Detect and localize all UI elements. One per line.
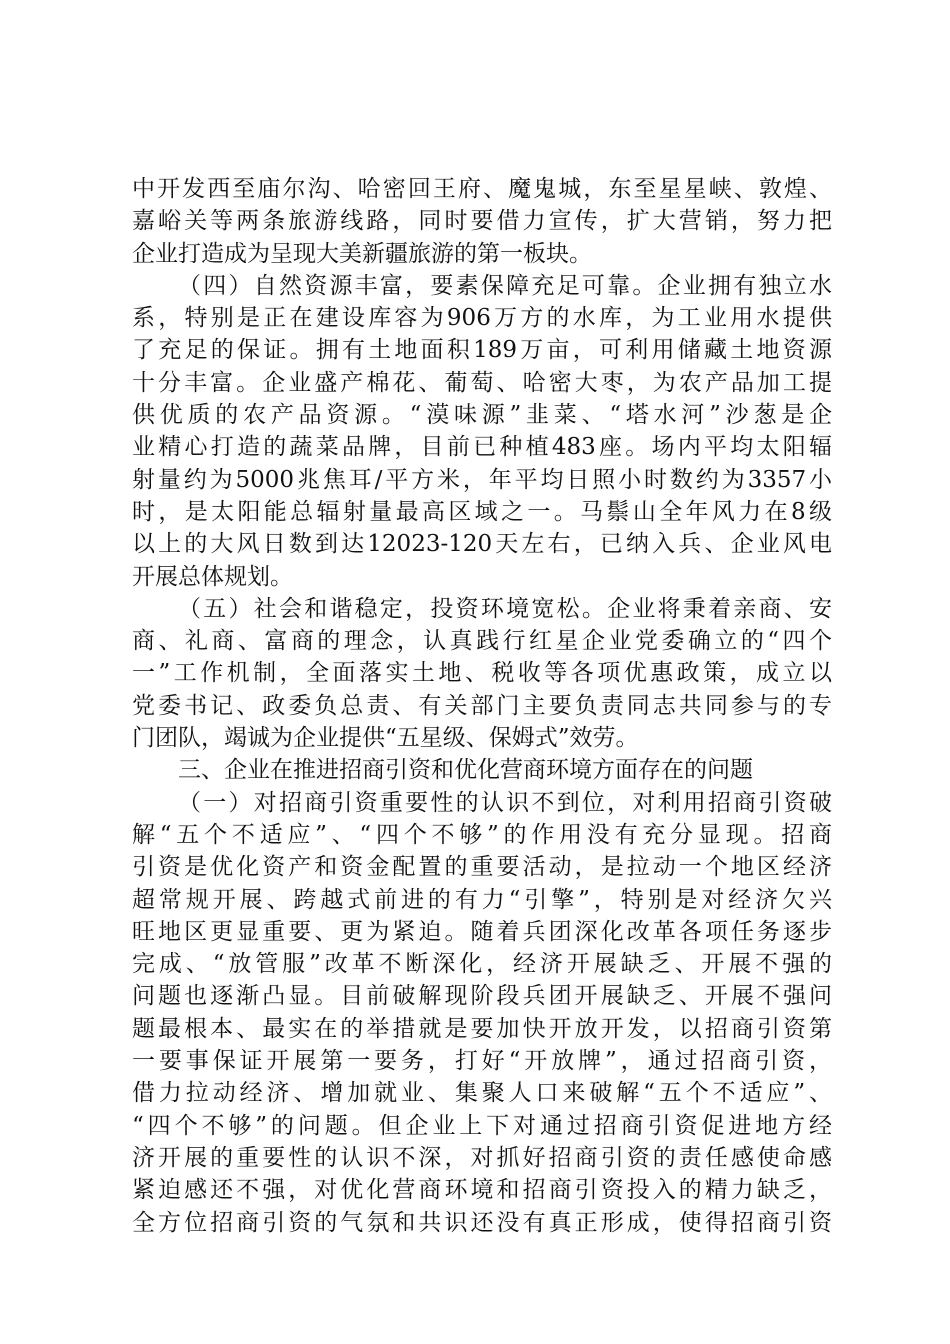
text-line: 紧迫感还不强，对优化营商环境和招商引资投入的精力缺乏， <box>132 1177 832 1204</box>
text-line: 中开发西至庙尔沟、哈密回王府、魔鬼城，东至星星峡、敦煌、 <box>132 176 832 202</box>
text-line: 业精心打造的蔬菜品牌，目前已种植483座。场内平均太阳辐 <box>132 434 832 461</box>
body-text <box>132 173 832 1239</box>
text-line: 系，特别是正在建设库容为906万方的水库，为工业用水提供 <box>132 305 832 332</box>
text-line: 射量约为5000兆焦耳/平方米，年平均日照小时数约为3357小 <box>132 466 832 493</box>
text-line: 全方位招商引资的气氛和共识还没有真正形成，使得招商引资 <box>132 1209 832 1236</box>
section-heading: 三、企业在推进招商引资和优化营商环境方面存在的问题 <box>178 757 753 784</box>
paragraph-first-line: （四）自然资源丰富，要素保障充足可靠。企业拥有独立水 <box>178 272 832 299</box>
paragraph-end-line: 开展总体规划。 <box>132 563 293 590</box>
text-line: 党委书记、政委负总责、有关部门主要负责同志共同参与的专 <box>132 692 832 719</box>
text-line: 济开展的重要性的认识不深，对抓好招商引资的责任感使命感 <box>132 1144 832 1171</box>
text-line: 解“五个不适应”、“四个不够”的作用没有充分显现。招商 <box>132 821 832 848</box>
text-line: 以上的大风日数到达12023-120天左右，已纳入兵、企业风电 <box>132 531 832 558</box>
text-line: 引资是优化资产和资金配置的重要活动，是拉动一个地区经济 <box>132 854 832 881</box>
text-line: 嘉峪关等两条旅游线路，同时要借力宣传，扩大营销，努力把 <box>132 208 832 235</box>
paragraph-first-line: （五）社会和谐稳定，投资环境宽松。企业将秉着亲商、安 <box>178 595 832 622</box>
text-line: 旺地区更显重要、更为紧迫。随着兵团深化改革各项任务逐步 <box>132 918 832 945</box>
text-line: 时，是太阳能总辐射量最高区域之一。马鬃山全年风力在8级 <box>132 498 832 525</box>
text-line: 完成、“放管服”改革不断深化，经济开展缺乏、开展不强的 <box>132 951 832 978</box>
text-line: 供优质的农产品资源。“漠味源”韭菜、“塔水河”沙葱是企 <box>132 402 832 429</box>
text-line: 题最根本、最实在的举措就是要加快开放开发，以招商引资第 <box>132 1015 832 1042</box>
text-line: 借力拉动经济、增加就业、集聚人口来破解“五个不适应”、 <box>132 1080 832 1107</box>
text-line: 问题也逐渐凸显。目前破解现阶段兵团开展缺乏、开展不强问 <box>132 983 832 1010</box>
text-line: 超常规开展、跨越式前进的有力“引擎”，特别是对经济欠兴 <box>132 886 832 913</box>
text-line: 一”工作机制，全面落实土地、税收等各项优惠政策，成立以 <box>132 660 832 687</box>
paragraph-end-line: 企业打造成为呈现大美新疆旅游的第一板块。 <box>132 240 592 267</box>
text-line: 了充足的保证。拥有土地面积189万亩，可利用储藏土地资源 <box>132 337 832 364</box>
text-line: “四个不够”的问题。但企业上下对通过招商引资促进地方经 <box>132 1112 832 1139</box>
paragraph-end-line: 门团队，竭诚为企业提供“五星级、保姆式”效劳。 <box>132 725 639 752</box>
text-line: 商、礼商、富商的理念，认真践行红星企业党委确立的“四个 <box>132 628 832 655</box>
paragraph-first-line: （一）对招商引资重要性的认识不到位，对利用招商引资破 <box>178 789 832 816</box>
text-line: 一要事保证开展第一要务，打好“开放牌”，通过招商引资， <box>132 1048 832 1075</box>
text-line: 十分丰富。企业盛产棉花、葡萄、哈密大枣，为农产品加工提 <box>132 369 832 396</box>
